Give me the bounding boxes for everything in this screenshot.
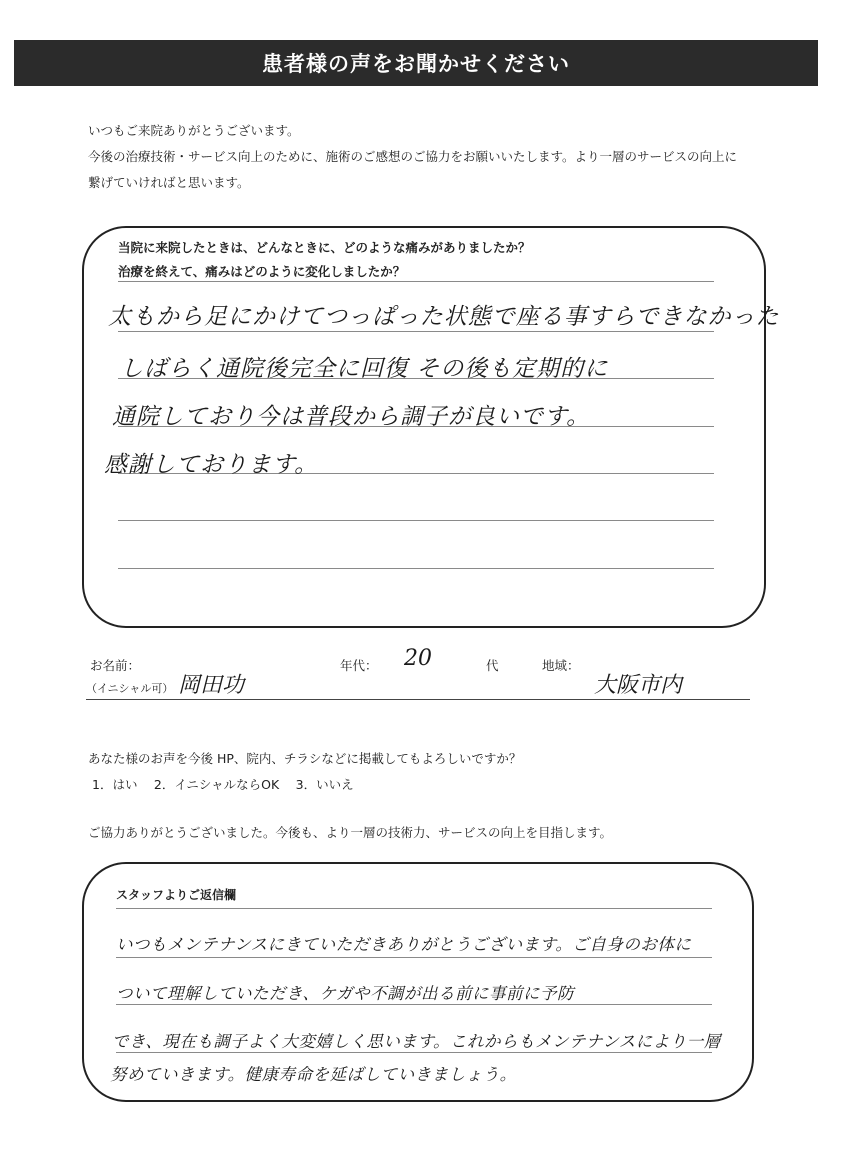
reply-rule xyxy=(116,908,712,909)
age-suffix: 代 xyxy=(486,658,499,673)
handwritten-answer-line: 感謝しております。 xyxy=(104,452,319,478)
reply-rule xyxy=(116,957,712,958)
question-line-1: 当院に来院したときは、どんなときに、どのような痛みがありましたか？ xyxy=(118,240,531,255)
handwritten-answer-line: しばらく通院後完全に回復 その後も定期的に xyxy=(120,356,609,382)
page-title xyxy=(14,40,818,86)
intro-line: 繋げていければと思います。 xyxy=(88,175,250,190)
intro-text xyxy=(88,118,788,196)
consent-question: あなた様のお声を今後 HP、院内、チラシなどに掲載してもよろしいですか？ xyxy=(88,751,522,766)
answer-rule xyxy=(118,520,714,521)
info-underline xyxy=(86,699,750,700)
reply-rule xyxy=(116,1052,712,1053)
handwritten-reply-line: いつもメンテナンスにきていただきありがとうございます。ご自身のお体に xyxy=(116,935,692,954)
answer-rule xyxy=(118,568,714,569)
age-value: 20 xyxy=(404,646,432,671)
handwritten-answer-line: 太もから足にかけてつっぱった状態で座る事すらできなかった xyxy=(108,304,780,330)
name-label: お名前： xyxy=(90,658,141,673)
intro-line: 今後の治療技術・サービス向上のために、施術のご感想のご協力をお願いいたします。より一層のサービスの向上に xyxy=(88,149,738,164)
handwritten-reply-line: ついて理解していただき、ケガや不調が出る前に事前に予防 xyxy=(116,984,575,1003)
answer-rule xyxy=(118,331,714,332)
question-line-2: 治療を終えて、痛みはどのように変化しましたか？ xyxy=(118,264,406,279)
handwritten-answer-line: 通院しており今は普段から調子が良いです。 xyxy=(112,404,591,430)
name-value: 岡田功 xyxy=(178,673,245,698)
page-title-text: 患者様の声をお聞かせください xyxy=(262,52,570,76)
initial-note: （イニシャル可） xyxy=(86,682,174,695)
reply-rule xyxy=(116,1004,712,1005)
thanks-text: ご協力ありがとうございました。今後も、より一層の技術力、サービスの向上を目指します。 xyxy=(88,825,613,840)
handwritten-reply-line: でき、現在も調子よく大変嬉しく思います。これからもメンテナンスにより一層 xyxy=(112,1032,721,1051)
answer-rule xyxy=(118,281,714,282)
staff-reply-title: スタッフよりご返信欄 xyxy=(116,888,237,902)
region-value: 大阪市内 xyxy=(594,673,683,698)
consent-options: 1．はい 2．イニシャルならOK 3．いいえ xyxy=(92,777,354,792)
intro-line: いつもご来院ありがとうございます。 xyxy=(88,123,300,138)
handwritten-reply-line: 努めていきます。健康寿命を延ばしていきましょう。 xyxy=(110,1065,517,1084)
region-label: 地域： xyxy=(542,658,580,673)
age-label: 年代： xyxy=(340,658,378,673)
